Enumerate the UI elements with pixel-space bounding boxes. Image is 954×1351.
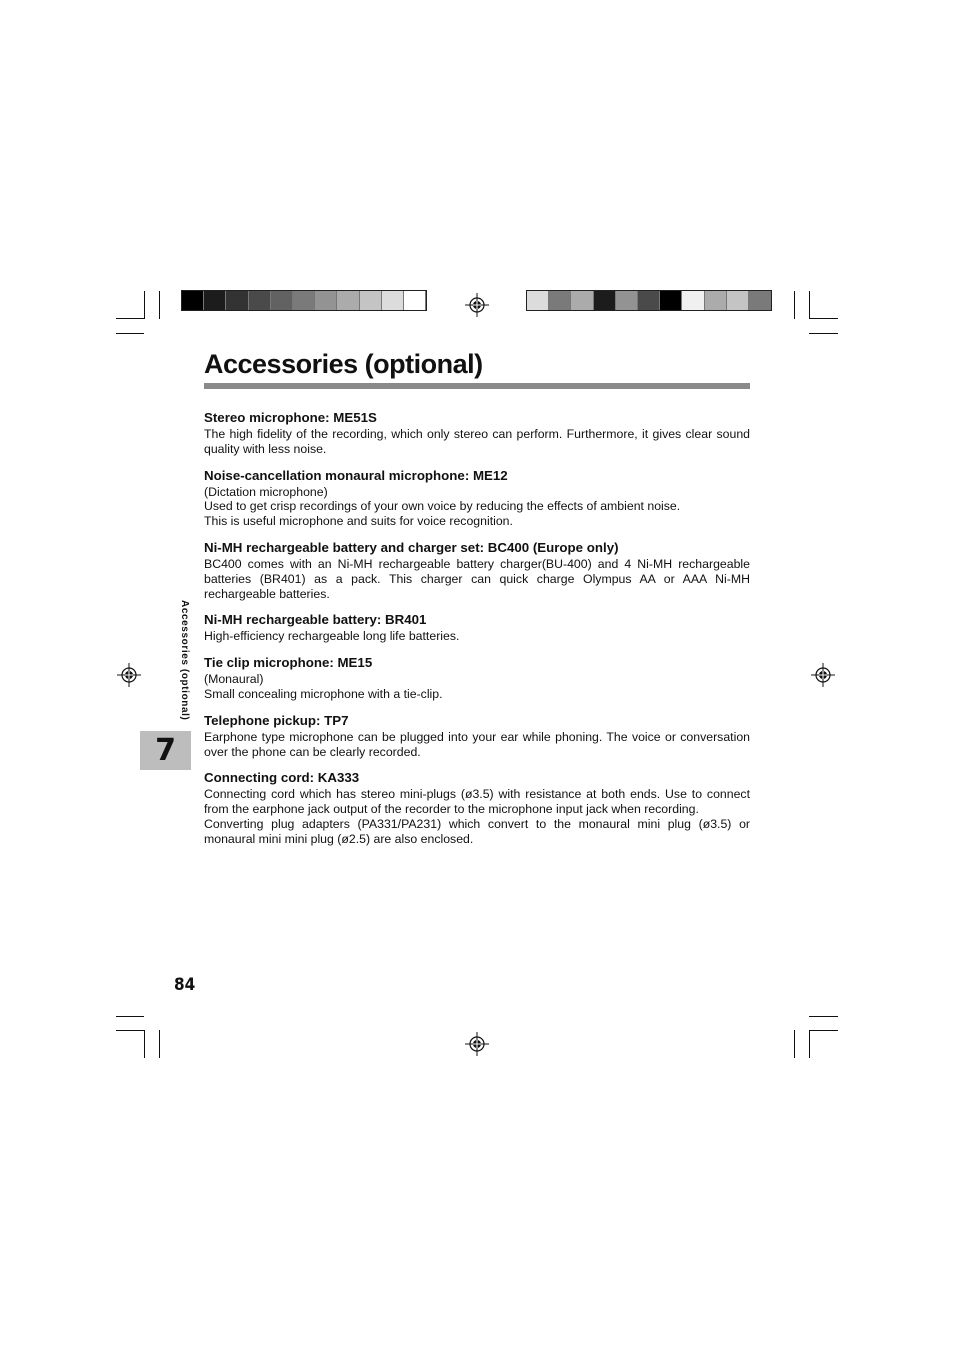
entry-spacer bbox=[204, 529, 750, 539]
accessory-description: Used to get crisp recordings of your own voice by reducing the effects of ambient noise. bbox=[204, 499, 681, 514]
accessory-entry bbox=[204, 654, 750, 702]
left-bar-swatch bbox=[360, 291, 382, 310]
right-bar-swatch bbox=[527, 291, 549, 310]
left-bar-swatch bbox=[293, 291, 315, 310]
accessory-description: Converting plug adapters (PA331/PA231) which convert to the monaural mini plug (ø3.5) or monaural mini mini plug (ø2.5) are also enclosed. bbox=[204, 816, 750, 846]
page-number: 84 bbox=[174, 975, 196, 995]
right-bar-swatch bbox=[727, 291, 749, 310]
accessory-description: Connecting cord which has stereo mini-plugs (ø3.5) with resistance at both ends. Use to connect from the earphone jack output of the recorder to the microphone input jack when recording. bbox=[204, 787, 750, 817]
left-bar-swatch bbox=[249, 291, 271, 310]
accessory-entry bbox=[204, 712, 750, 760]
accessory-description: The high fidelity of the recording, which only stereo can perform. Furthermore, it gives clear sound quality with less noise. bbox=[204, 427, 750, 456]
right-bar-swatch bbox=[749, 291, 771, 310]
right-bar-swatch bbox=[616, 291, 638, 310]
right-bar-swatch bbox=[660, 291, 682, 310]
right-bar-swatch bbox=[549, 291, 571, 310]
accessory-entry bbox=[204, 611, 750, 644]
right-bar-swatch bbox=[682, 291, 704, 310]
entry-spacer bbox=[204, 702, 750, 712]
page-title: Accessories (optional) bbox=[204, 349, 483, 379]
accessory-description: BC400 comes with an Ni-MH rechargeable battery charger(BU-400) and 4 Ni-MH rechargeable batteries (BR401) as a pack. This charger can quick charge Olympus AA or AAA Ni-MH rechargeable batteries. bbox=[204, 556, 750, 601]
accessory-entry bbox=[204, 467, 750, 529]
left-bar-swatch bbox=[271, 291, 293, 310]
registration-mark-right-icon bbox=[811, 663, 835, 687]
entry-spacer bbox=[204, 601, 750, 611]
accessory-list bbox=[204, 409, 750, 847]
left-bar-swatch bbox=[315, 291, 337, 310]
title-underline-rule bbox=[204, 383, 750, 389]
accessory-description: Small concealing microphone with a tie-clip. bbox=[204, 686, 443, 701]
right-bar-swatch bbox=[705, 291, 727, 310]
registration-mark-left-icon bbox=[117, 663, 141, 687]
accessory-heading: Ni-MH rechargeable battery and charger set: BC400 (Europe only) bbox=[204, 539, 619, 555]
accessory-entry bbox=[204, 409, 750, 457]
accessory-entry bbox=[204, 769, 750, 846]
registration-mark-bottom-icon bbox=[465, 1032, 489, 1056]
accessory-heading: Tie clip microphone: ME15 bbox=[204, 655, 373, 671]
left-bar-swatch bbox=[226, 291, 248, 310]
right-bar-swatch bbox=[594, 291, 616, 310]
left-bar-swatch bbox=[382, 291, 404, 310]
accessory-heading: Telephone pickup: TP7 bbox=[204, 712, 349, 728]
color-calibration-bar-left bbox=[181, 290, 427, 311]
right-bar-swatch bbox=[638, 291, 660, 310]
registration-mark-top-icon bbox=[465, 293, 489, 317]
accessory-description: This is useful microphone and suits for voice recognition. bbox=[204, 514, 513, 529]
accessory-heading: Connecting cord: KA333 bbox=[204, 770, 360, 786]
entry-spacer bbox=[204, 759, 750, 769]
accessory-entry bbox=[204, 539, 750, 601]
accessory-description: (Dictation microphone) bbox=[204, 484, 328, 499]
left-bar-swatch bbox=[204, 291, 226, 310]
chapter-tab: 7 bbox=[140, 731, 191, 770]
accessory-description: Earphone type microphone can be plugged into your ear while phoning. The voice or conversation over the phone can be clearly recorded. bbox=[204, 729, 750, 759]
left-bar-swatch bbox=[404, 291, 426, 310]
left-bar-swatch bbox=[337, 291, 359, 310]
accessory-heading: Ni-MH rechargeable battery: BR401 bbox=[204, 612, 427, 628]
right-bar-swatch bbox=[571, 291, 593, 310]
accessory-heading: Noise-cancellation monaural microphone: ME12 bbox=[204, 467, 508, 483]
entry-spacer bbox=[204, 457, 750, 467]
color-calibration-bar-right bbox=[526, 290, 772, 311]
accessory-description: (Monaural) bbox=[204, 672, 264, 687]
accessory-description: High-efficiency rechargeable long life batteries. bbox=[204, 629, 460, 644]
entry-spacer bbox=[204, 644, 750, 654]
accessory-heading: Stereo microphone: ME51S bbox=[204, 410, 377, 425]
side-section-label: Accessories (optional) bbox=[179, 600, 190, 721]
left-bar-swatch bbox=[182, 291, 204, 310]
